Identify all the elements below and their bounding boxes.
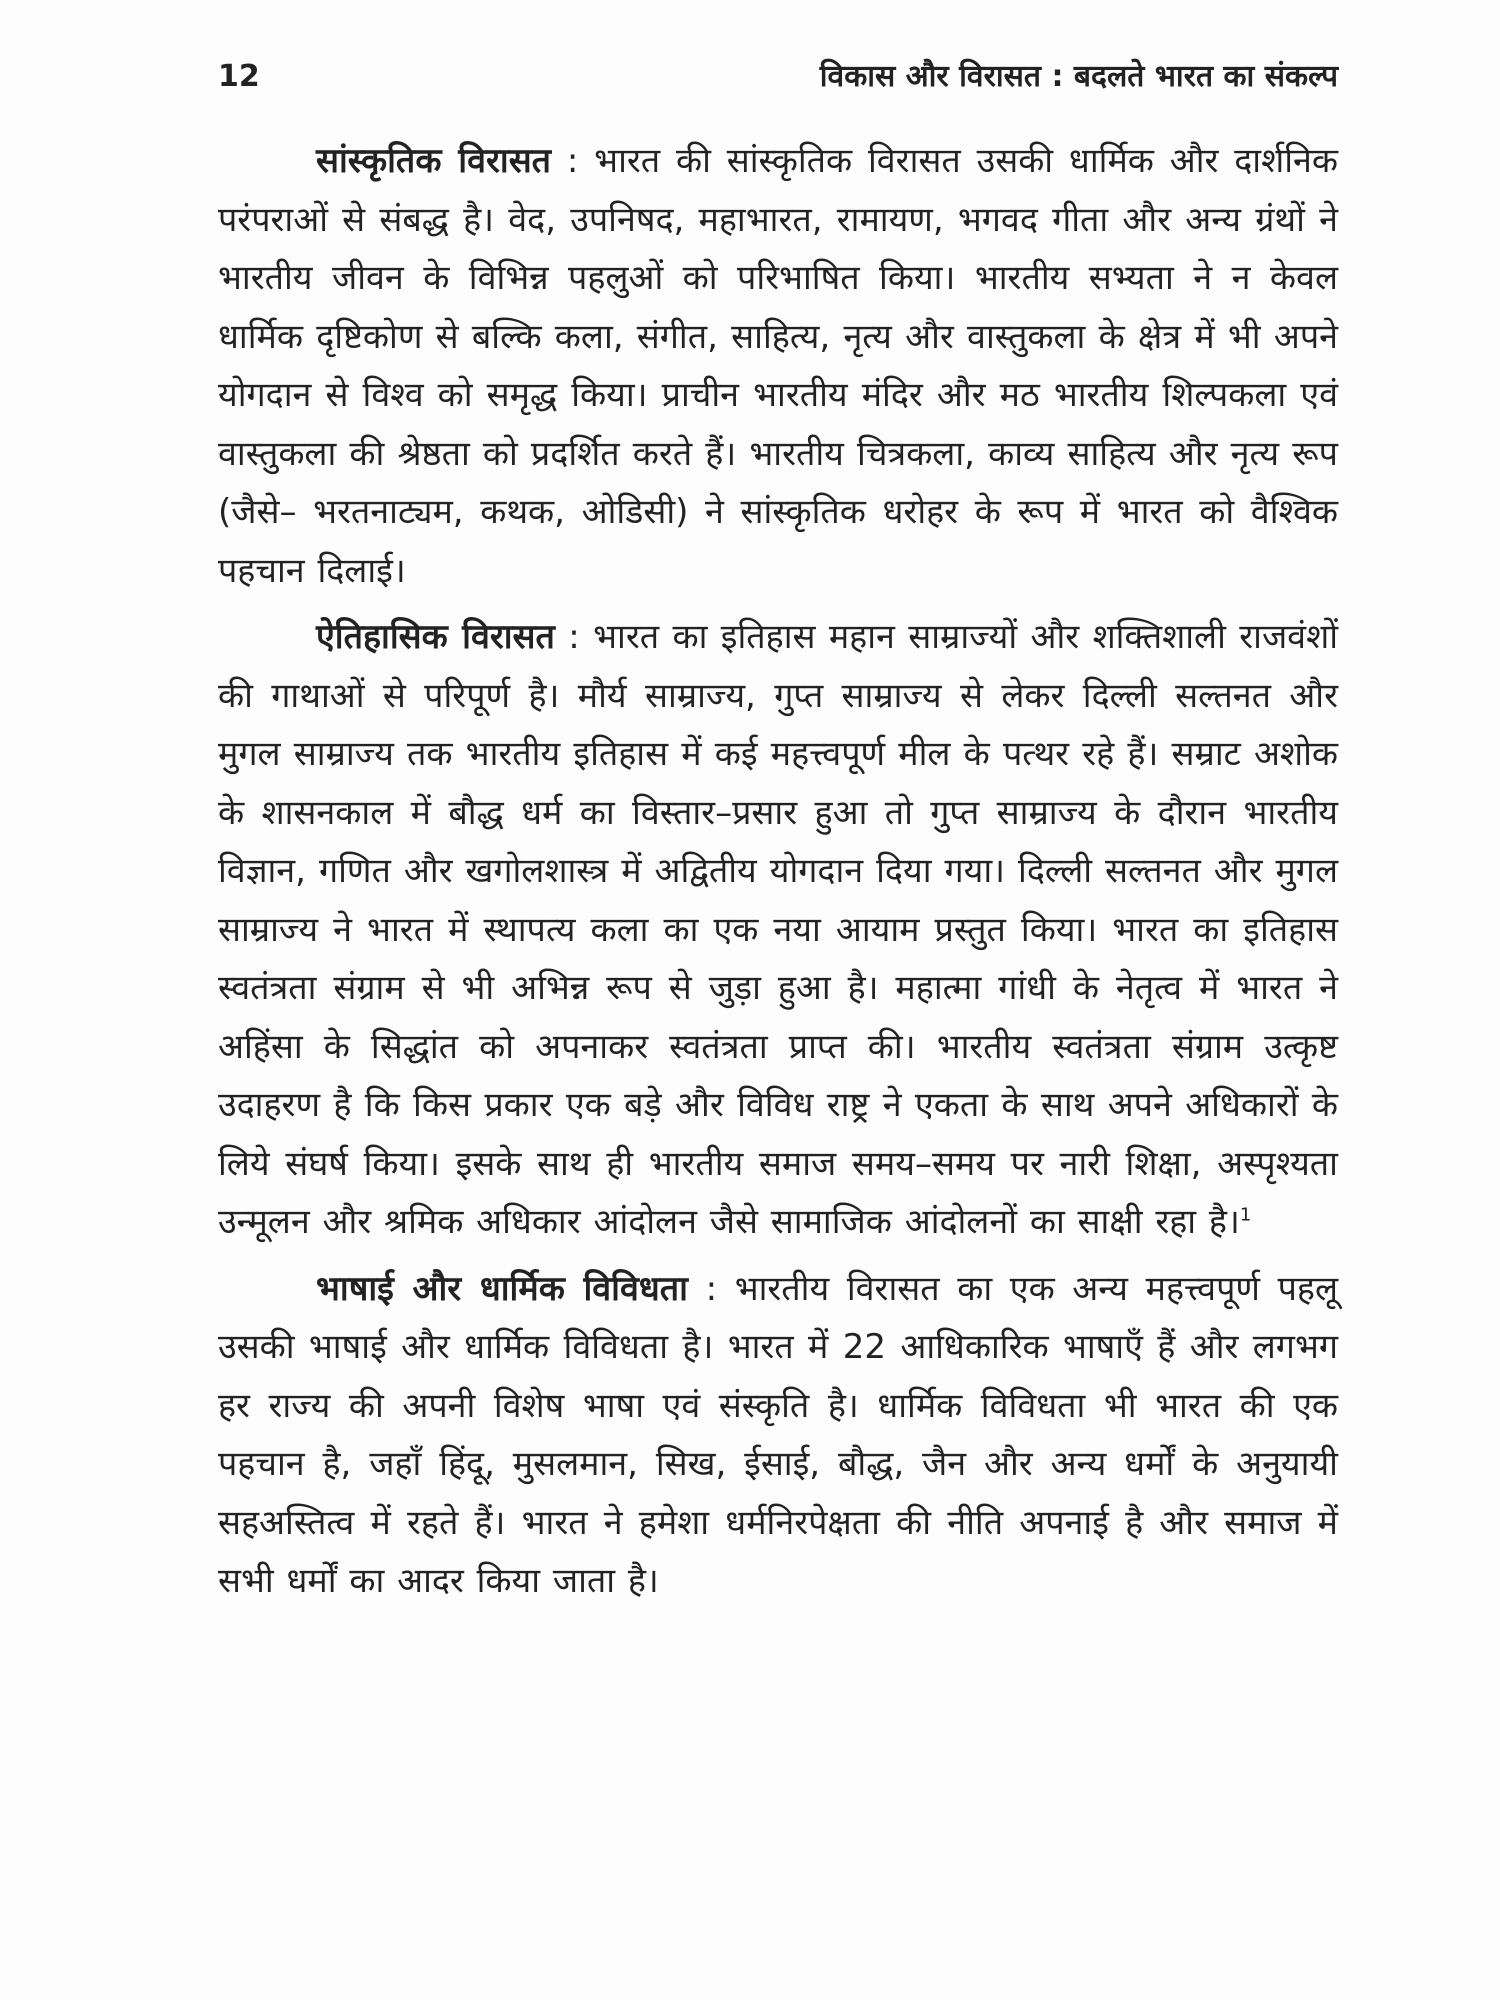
heading-separator: :: [687, 1268, 735, 1309]
paragraph-heading: सांस्कृतिक विरासत: [316, 141, 552, 181]
running-title: विकास और विरासत : बदलते भारत का संकल्प: [819, 59, 1338, 94]
paragraph-heading: ऐतिहासिक विरासत: [316, 617, 555, 657]
heading-separator: :: [554, 617, 594, 657]
page-header: [218, 52, 1338, 102]
footnote-reference: 1: [1239, 1204, 1252, 1226]
body-text: [218, 132, 1338, 1619]
heading-separator: :: [551, 141, 595, 181]
paragraph-heading: भाषाई और धार्मिक विविधता: [316, 1268, 688, 1309]
paragraph-cultural-heritage: [218, 132, 1338, 600]
paragraph-text: भारतीय विरासत का एक अन्य महत्त्वपूर्ण पहलू उसकी भाषाई और धार्मिक विविधता है। भारत में 22 आधिकारिक भाषाएँ हैं और लगभग हर राज्य की अपनी विशेष भाषा एवं संस्कृति है। धार्मिक विविधता भी भारत की एक पहचान है, जहाँ हिंदू, मुसलमान, सिख, ईसाई, बौद्ध, जैन और अन्य धर्मों के अनुयायी सहअस्तित्व में रहते हैं। भारत ने हमेशा धर्मनिरपेक्षता की नीति अपनाई है और समाज में सभी धर्मों का आदर किया जाता है।: [218, 1268, 1338, 1601]
paragraph-historical-heritage: [218, 608, 1338, 1252]
paragraph-text: भारत का इतिहास महान साम्राज्यों और शक्तिशाली राजवंशों की गाथाओं से परिपूर्ण है। मौर्य साम्राज्य, गुप्त साम्राज्य से लेकर दिल्ली सल्तनत और मुगल साम्राज्य तक भारतीय इतिहास में कई महत्त्वपूर्ण मील के पत्थर रहे हैं। सम्राट अशोक के शासनकाल में बौद्ध धर्म का विस्तार–प्रसार हुआ तो गुप्त साम्राज्य के दौरान भारतीय विज्ञान, गणित और खगोलशास्त्र में अद्वितीय योगदान दिया गया। दिल्ली सल्तनत और मुगल साम्राज्य ने भारत में स्थापत्य कला का एक नया आयाम प्रस्तुत किया। भारत का इतिहास स्वतंत्रता संग्राम से भी अभिन्न रूप से जुड़ा हुआ है। महात्मा गांधी के नेतृत्व में भारत ने अहिंसा के सिद्धांत को अपनाकर स्वतंत्रता प्राप्त की। भारतीय स्वतंत्रता संग्राम उत्कृष्ट उदाहरण है कि किस प्रकार एक बड़े और विविध राष्ट्र ने एकता के साथ अपने अधिकारों के लिये संघर्ष किया। इसके साथ ही भारतीय समाज समय–समय पर नारी शिक्षा, अस्पृश्यता उन्मूलन और श्रमिक अधिकार आंदोलन जैसे सामाजिक आंदोलनों का साक्षी रहा है।: [218, 617, 1339, 1242]
paragraph-text: भारत की सांस्कृतिक विरासत उसकी धार्मिक और दार्शनिक परंपराओं से संबद्ध है। वेद, उपनिषद, महाभारत, रामायण, भगवद गीता और अन्य ग्रंथों ने भारतीय जीवन के विभिन्न पहलुओं को परिभाषित किया। भारतीय सभ्यता ने न केवल धार्मिक दृष्टिकोण से बल्कि कला, संगीत, साहित्य, नृत्य और वास्तुकला के क्षेत्र में भी अपने योगदान से विश्व को समृद्ध किया। प्राचीन भारतीय मंदिर और मठ भारतीय शिल्पकला एवं वास्तुकला की श्रेष्ठता को प्रदर्शित करते हैं। भारतीय चित्रकला, काव्य साहित्य और नृत्य रूप (जैसे– भरतनाट्यम, कथक, ओडिसी) ने सांस्कृतिक धरोहर के रूप में भारत को वैश्विक पहचान दिलाई।: [218, 141, 1338, 591]
paragraph-linguistic-religious-diversity: [218, 1260, 1338, 1611]
page-number: 12: [218, 59, 260, 94]
